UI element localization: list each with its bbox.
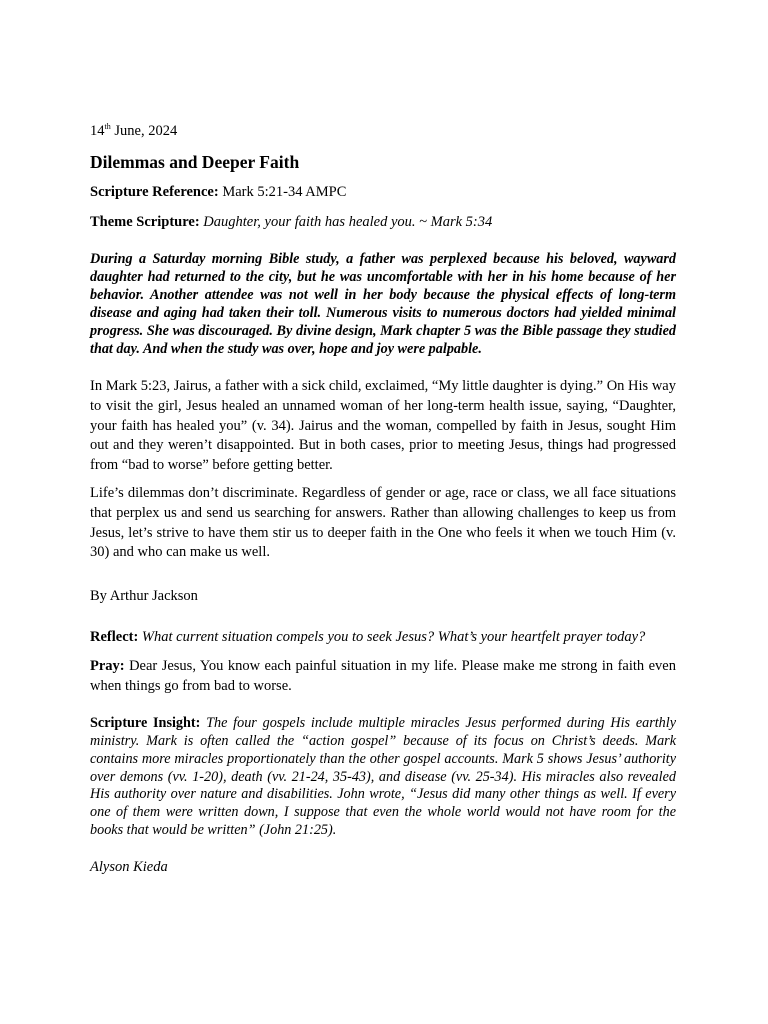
insight-author: Alyson Kieda	[90, 859, 168, 876]
date-suffix: th	[104, 122, 111, 131]
theme-scripture-label: Theme Scripture:	[90, 214, 200, 230]
devotional-page	[90, 121, 676, 877]
reflect-line	[90, 627, 676, 647]
date-line	[90, 121, 676, 141]
pray-label: Pray:	[90, 657, 125, 674]
pray-value: Dear Jesus, You know each painful situation in my life. Please make me strong in faith even when things go from bad to worse.	[90, 657, 676, 694]
scripture-reference-label: Scripture Reference:	[90, 184, 219, 200]
body-paragraph-1: In Mark 5:23, Jairus, a father with a sick child, exclaimed, “My little daughter is dying.” On His way to visit the girl, Jesus healed an unnamed woman of her long-term health issue, saying, “Daughter, your faith has healed you” (v. 34). Jairus and the woman, compelled by faith in Jesus, sought Him out and they weren’t disappointed. But in both cases, prior to meeting Jesus, things had progressed from “bad to worse” before getting better.	[90, 378, 676, 473]
scripture-reference	[90, 182, 676, 202]
theme-scripture	[90, 212, 676, 232]
reflect-label: Reflect:	[90, 628, 139, 645]
scripture-reference-value: Mark 5:21-34 AMPC	[218, 184, 347, 200]
scripture-insight-value: The four gospels include multiple miracles Jesus performed during His earthly ministry. Mark is often called the “action gospel” because of its focus on Christ’s deeds. Mark contains more miracles proportionately than the other gospel accounts. Mark 5 shows Jesus’ authority over demons (vv. 1-20), death (vv. 21-24, 35-43), and disease (vv. 25-34). His miracles also revealed His authority over nature and disabilities. John wrote, “Jesus did many other things as well. If every one of them were written down, I suppose that even the whole world would not have room for the books that would be written” (John 21:25).	[90, 714, 677, 839]
date-day: 14	[90, 123, 105, 139]
date-month-year: June, 2024	[110, 123, 178, 139]
byline: By Arthur Jackson	[90, 587, 198, 604]
page-title: Dilemmas and Deeper Faith	[90, 152, 300, 172]
scripture-insight-label: Scripture Insight:	[90, 714, 201, 731]
body-paragraph-2: Life’s dilemmas don’t discriminate. Regardless of gender or age, race or class, we all face situations that perplex us and send us searching for answers. Rather than allowing challenges to keep us from Jesus, let’s strive to have them stir us to deeper faith in the One who feels it when we touch Him (v. 30) and who can make us well.	[90, 485, 676, 561]
intro-paragraph: During a Saturday morning Bible study, a father was perplexed because his beloved, wayward daughter had returned to the city, but he was uncomfortable with her in his home because of her behavior. Another attendee was not well in her body because the physical effects of long-term disease and aging had taken their toll. Numerous visits to numerous doctors had yielded minimal progress. She was discouraged. By divine design, Mark chapter 5 was the Bible passage they studied that day. And when the study was over, hope and joy were palpable.	[90, 251, 676, 357]
scripture-insight	[90, 715, 676, 840]
reflect-value: What current situation compels you to seek Jesus? What’s your heartfelt prayer today?	[138, 628, 646, 645]
pray-paragraph	[90, 656, 676, 696]
theme-scripture-value: Daughter, your faith has healed you. ~ Mark 5:34	[199, 214, 493, 230]
